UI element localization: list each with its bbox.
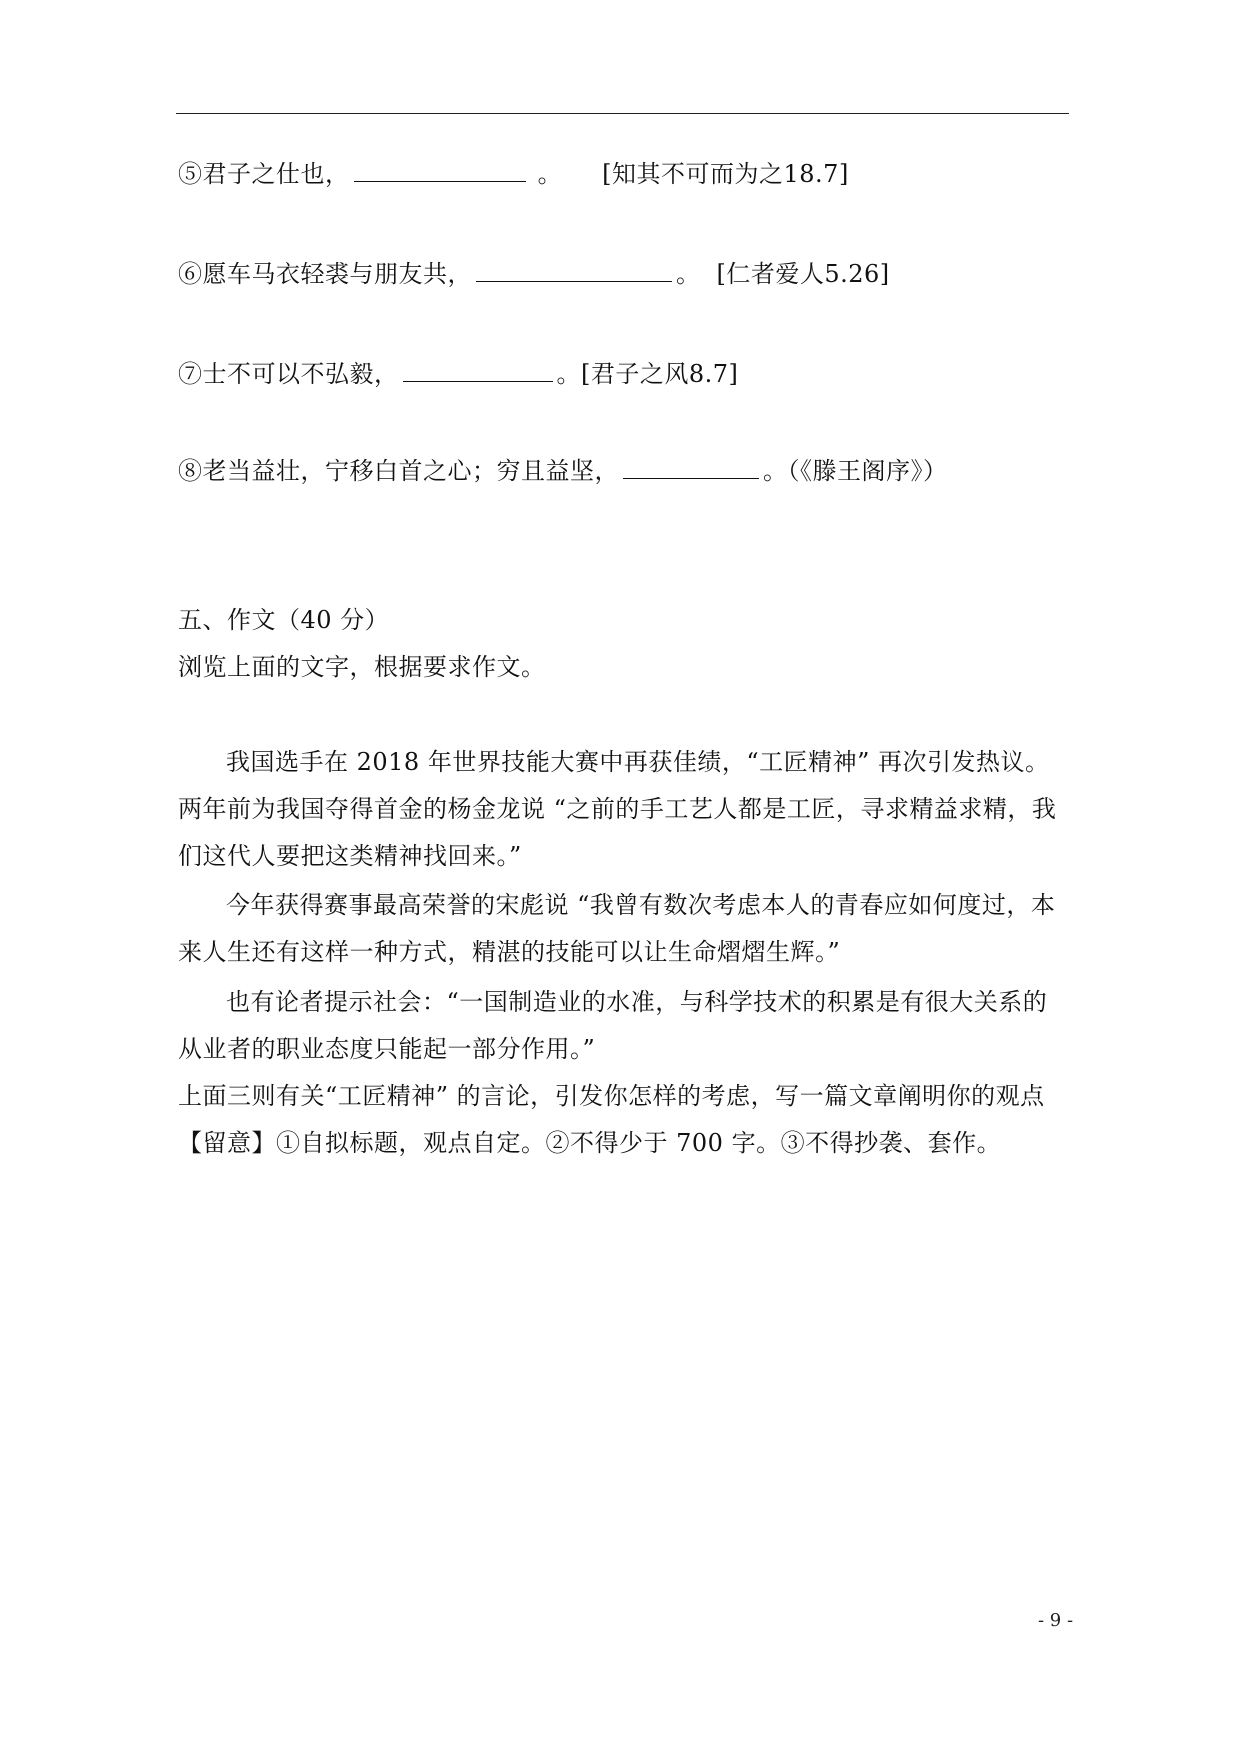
essay-instruction: 浏览上面的文字，根据要求作文。 xyxy=(178,653,546,681)
essay-paragraph-line: 两年前为我国夺得首金的杨金龙说 “之前的手工艺人都是工匠，寻求精益求精，我 xyxy=(178,795,1057,823)
answer-blank[interactable] xyxy=(403,359,553,382)
blank-item-6 xyxy=(178,258,890,290)
essay-paragraph-line: 我国选手在 2018 年世界技能大赛中再获佳绩，“工匠精神” 再次引发热议。 xyxy=(226,748,1050,776)
essay-paragraph-line: 们这代人要把这类精神找回来。” xyxy=(178,842,522,870)
blank-item-prefix: ⑥愿车马衣轻裘与朋友共， xyxy=(178,260,472,288)
essay-paragraph-line: 今年获得赛事最高荣誉的宋彪说 “我曾有数次考虑本人的青春应如何度过，本 xyxy=(226,891,1056,919)
blank-item-source: （《滕王阁序》） xyxy=(787,457,948,485)
blank-item-prefix: ⑤君子之仕也， xyxy=(178,160,350,188)
blank-item-suffix: 。 xyxy=(529,160,563,188)
header-rule xyxy=(176,113,1069,114)
blank-item-7 xyxy=(178,358,738,390)
blank-item-prefix: ⑧老当益壮，宁移白首之心；穷且益坚， xyxy=(178,457,619,485)
answer-blank[interactable] xyxy=(623,456,759,479)
essay-paragraph-line: 来人生还有这样一种方式，精湛的技能可以让生命熠熠生辉。” xyxy=(178,938,841,966)
answer-blank[interactable] xyxy=(354,159,526,182)
blank-item-suffix: 。 xyxy=(556,360,581,388)
blank-item-suffix: 。 xyxy=(676,260,701,288)
page-number: - 9 - xyxy=(1038,1610,1074,1631)
blank-item-suffix: 。 xyxy=(763,457,788,485)
blank-item-5 xyxy=(178,158,849,190)
essay-requirements: 【留意】①自拟标题，观点自定。②不得少于 700 字。③不得抄袭、套作。 xyxy=(178,1129,1002,1157)
essay-paragraph-line: 上面三则有关“工匠精神” 的言论，引发你怎样的考虑，写一篇文章阐明你的观点 xyxy=(178,1082,1045,1110)
essay-paragraph-line: 从业者的职业态度只能起一部分作用。” xyxy=(178,1035,596,1063)
blank-item-source: [知其不可而为之18.7] xyxy=(602,160,849,188)
blank-item-source: [仁者爱人5.26] xyxy=(716,260,890,288)
essay-paragraph-line: 也有论者提示社会：“一国制造业的水准，与科学技术的积累是有很大关系的 xyxy=(226,988,1048,1016)
blank-item-prefix: ⑦士不可以不弘毅， xyxy=(178,360,399,388)
answer-blank[interactable] xyxy=(476,259,672,282)
section-heading: 五、作文（40 分） xyxy=(178,606,390,634)
blank-item-source: [君子之风8.7] xyxy=(581,360,739,388)
blank-item-8 xyxy=(178,455,948,487)
